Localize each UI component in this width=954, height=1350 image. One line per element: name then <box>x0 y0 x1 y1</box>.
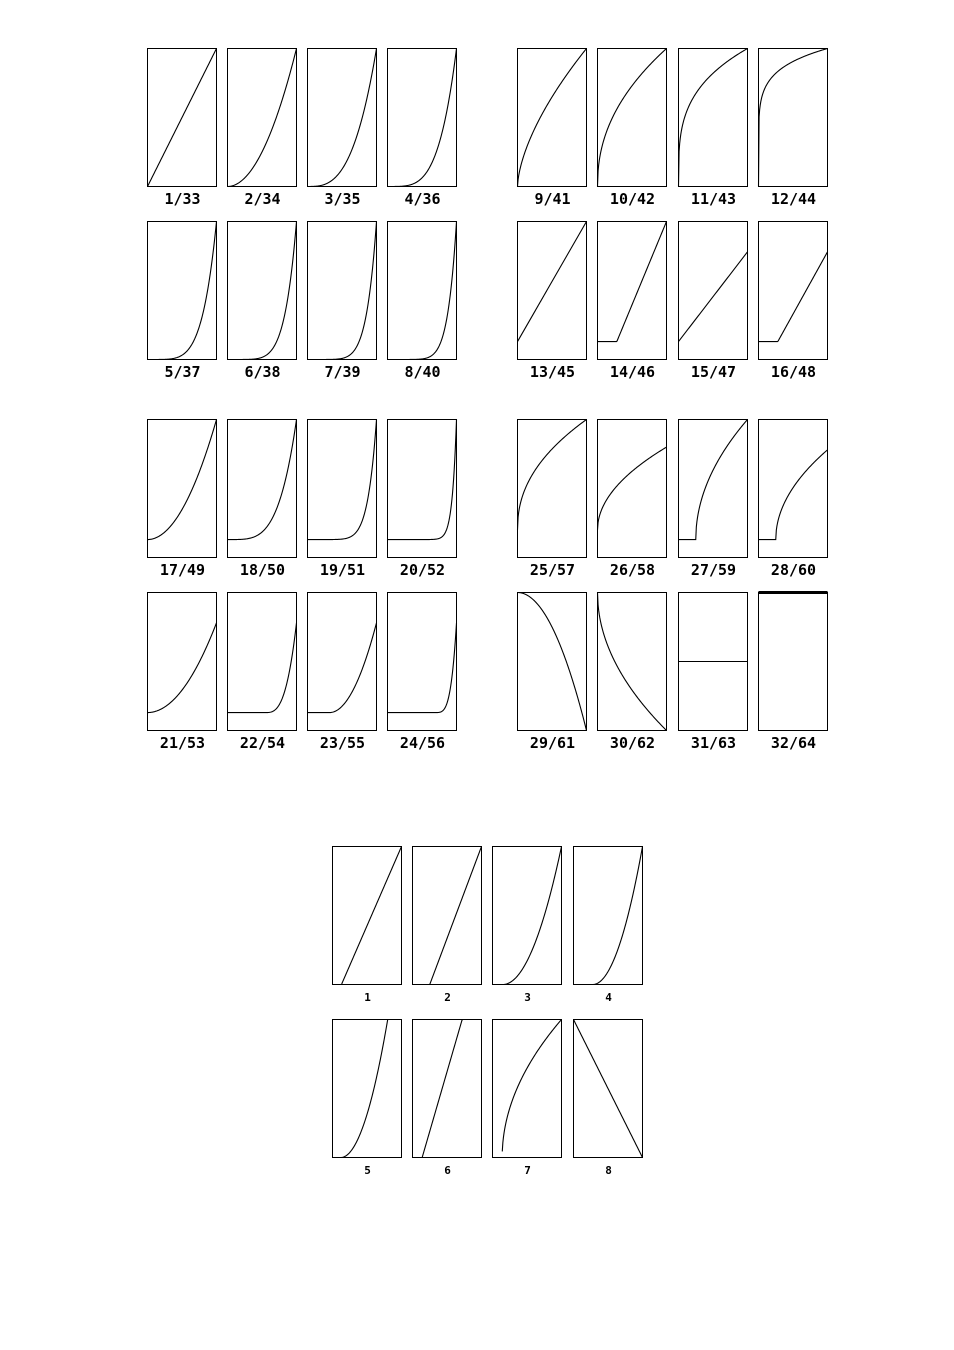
curve-panel <box>308 593 377 753</box>
panel-label: 7/39 <box>324 363 361 381</box>
panel-frame <box>388 593 457 731</box>
curve-panel <box>228 49 297 209</box>
curve-panel <box>308 420 377 580</box>
panel-label: 24/56 <box>399 734 446 752</box>
panel-label: 19/51 <box>319 561 366 579</box>
panel-frame <box>333 847 402 985</box>
panel-frame <box>759 49 828 187</box>
curve-panel <box>228 420 297 580</box>
panel-frame <box>308 49 377 187</box>
panel-label: 8/40 <box>404 363 441 381</box>
curve-panel <box>308 49 377 209</box>
panel-label: 17/49 <box>159 561 206 579</box>
curve-panel <box>388 222 457 382</box>
curve-panel <box>388 49 457 209</box>
panel-frame <box>388 49 457 187</box>
panel-frame <box>493 1020 562 1158</box>
panel-label: 6/38 <box>244 363 281 381</box>
panel-frame <box>598 49 667 187</box>
curve-panel <box>308 222 377 382</box>
curve-panel <box>333 1020 402 1178</box>
curve-panel <box>574 847 643 1005</box>
curve-panel <box>148 49 217 209</box>
panel-frame <box>759 593 828 731</box>
panel-label: 28/60 <box>770 561 817 579</box>
panel-frame <box>308 420 377 558</box>
panel-label: 10/42 <box>609 190 656 208</box>
panel-label: 1 <box>364 991 371 1004</box>
curve-panel <box>759 49 828 209</box>
panel-label: 20/52 <box>399 561 446 579</box>
curve-panel <box>148 420 217 580</box>
curve-panel <box>388 420 457 580</box>
curve-panel <box>574 1020 643 1178</box>
panel-label: 9/41 <box>534 190 571 208</box>
panel-label: 21/53 <box>159 734 206 752</box>
panel-frame <box>228 222 297 360</box>
panel-label: 7 <box>524 1164 531 1177</box>
panel-frame <box>518 49 587 187</box>
panel-frame <box>759 222 828 360</box>
curve-panel <box>518 222 587 382</box>
curve-panel <box>228 593 297 753</box>
panel-label: 32/64 <box>770 734 817 752</box>
curve-panel <box>759 420 828 580</box>
panel-frame <box>308 593 377 731</box>
panel-frame <box>679 222 748 360</box>
panel-frame <box>413 847 482 985</box>
panel-frame <box>598 593 667 731</box>
panel-frame <box>148 222 217 360</box>
panel-label: 3/35 <box>324 190 361 208</box>
panel-frame <box>518 420 587 558</box>
panel-label: 27/59 <box>690 561 737 579</box>
panel-frame <box>493 847 562 985</box>
panel-frame <box>679 420 748 558</box>
panel-label: 14/46 <box>609 363 656 381</box>
panel-frame <box>574 847 643 985</box>
curve-panel <box>679 222 748 382</box>
panel-label: 16/48 <box>770 363 817 381</box>
curve-panel <box>598 49 667 209</box>
curve-panel <box>413 1020 482 1178</box>
curve-panel <box>598 593 667 753</box>
curve-panel <box>679 420 748 580</box>
curve-panel <box>759 222 828 382</box>
curve-panel <box>518 420 587 580</box>
curve-panel <box>598 420 667 580</box>
panel-frame <box>388 420 457 558</box>
panel-label: 26/58 <box>609 561 656 579</box>
curve-panel <box>413 847 482 1005</box>
panel-label: 15/47 <box>690 363 737 381</box>
upper-curve-grid <box>148 49 828 753</box>
curve-panel <box>679 49 748 209</box>
curve-panel <box>228 222 297 382</box>
panel-label: 18/50 <box>239 561 286 579</box>
curve-panel <box>598 222 667 382</box>
panel-label: 1/33 <box>164 190 201 208</box>
panel-frame <box>518 222 587 360</box>
curve-panel <box>759 593 828 753</box>
panel-frame <box>148 593 217 731</box>
panel-label: 30/62 <box>609 734 656 752</box>
panel-frame <box>598 222 667 360</box>
panel-frame <box>518 593 587 731</box>
panel-label: 4 <box>605 991 612 1004</box>
panel-frame <box>598 420 667 558</box>
curve-panel <box>679 593 748 753</box>
panel-label: 5/37 <box>164 363 201 381</box>
panel-label: 23/55 <box>319 734 366 752</box>
panel-frame <box>679 49 748 187</box>
panel-label: 31/63 <box>690 734 737 752</box>
panel-frame <box>413 1020 482 1158</box>
curve-panel <box>148 593 217 753</box>
panel-label: 25/57 <box>529 561 576 579</box>
panel-label: 29/61 <box>529 734 576 752</box>
panel-label: 2/34 <box>244 190 281 208</box>
curve-panel <box>518 593 587 753</box>
panel-label: 8 <box>605 1164 612 1177</box>
panel-label: 2 <box>444 991 451 1004</box>
panel-label: 13/45 <box>529 363 576 381</box>
panel-label: 11/43 <box>690 190 737 208</box>
panel-frame <box>228 593 297 731</box>
panel-label: 4/36 <box>404 190 441 208</box>
panel-frame <box>228 420 297 558</box>
curve-panel <box>493 1020 562 1178</box>
curve-panel <box>388 593 457 753</box>
curve-panel <box>518 49 587 209</box>
panel-label: 12/44 <box>770 190 817 208</box>
panel-frame <box>308 222 377 360</box>
curve-panel <box>148 222 217 382</box>
panel-label: 22/54 <box>239 734 286 752</box>
panel-label: 6 <box>444 1164 451 1177</box>
panel-label: 5 <box>364 1164 371 1177</box>
lower-curve-grid <box>333 847 643 1178</box>
panel-frame <box>388 222 457 360</box>
panel-frame <box>228 49 297 187</box>
curve-panel <box>333 847 402 1005</box>
curve-panel <box>493 847 562 1005</box>
panel-frame <box>333 1020 402 1158</box>
panel-label: 3 <box>524 991 531 1004</box>
